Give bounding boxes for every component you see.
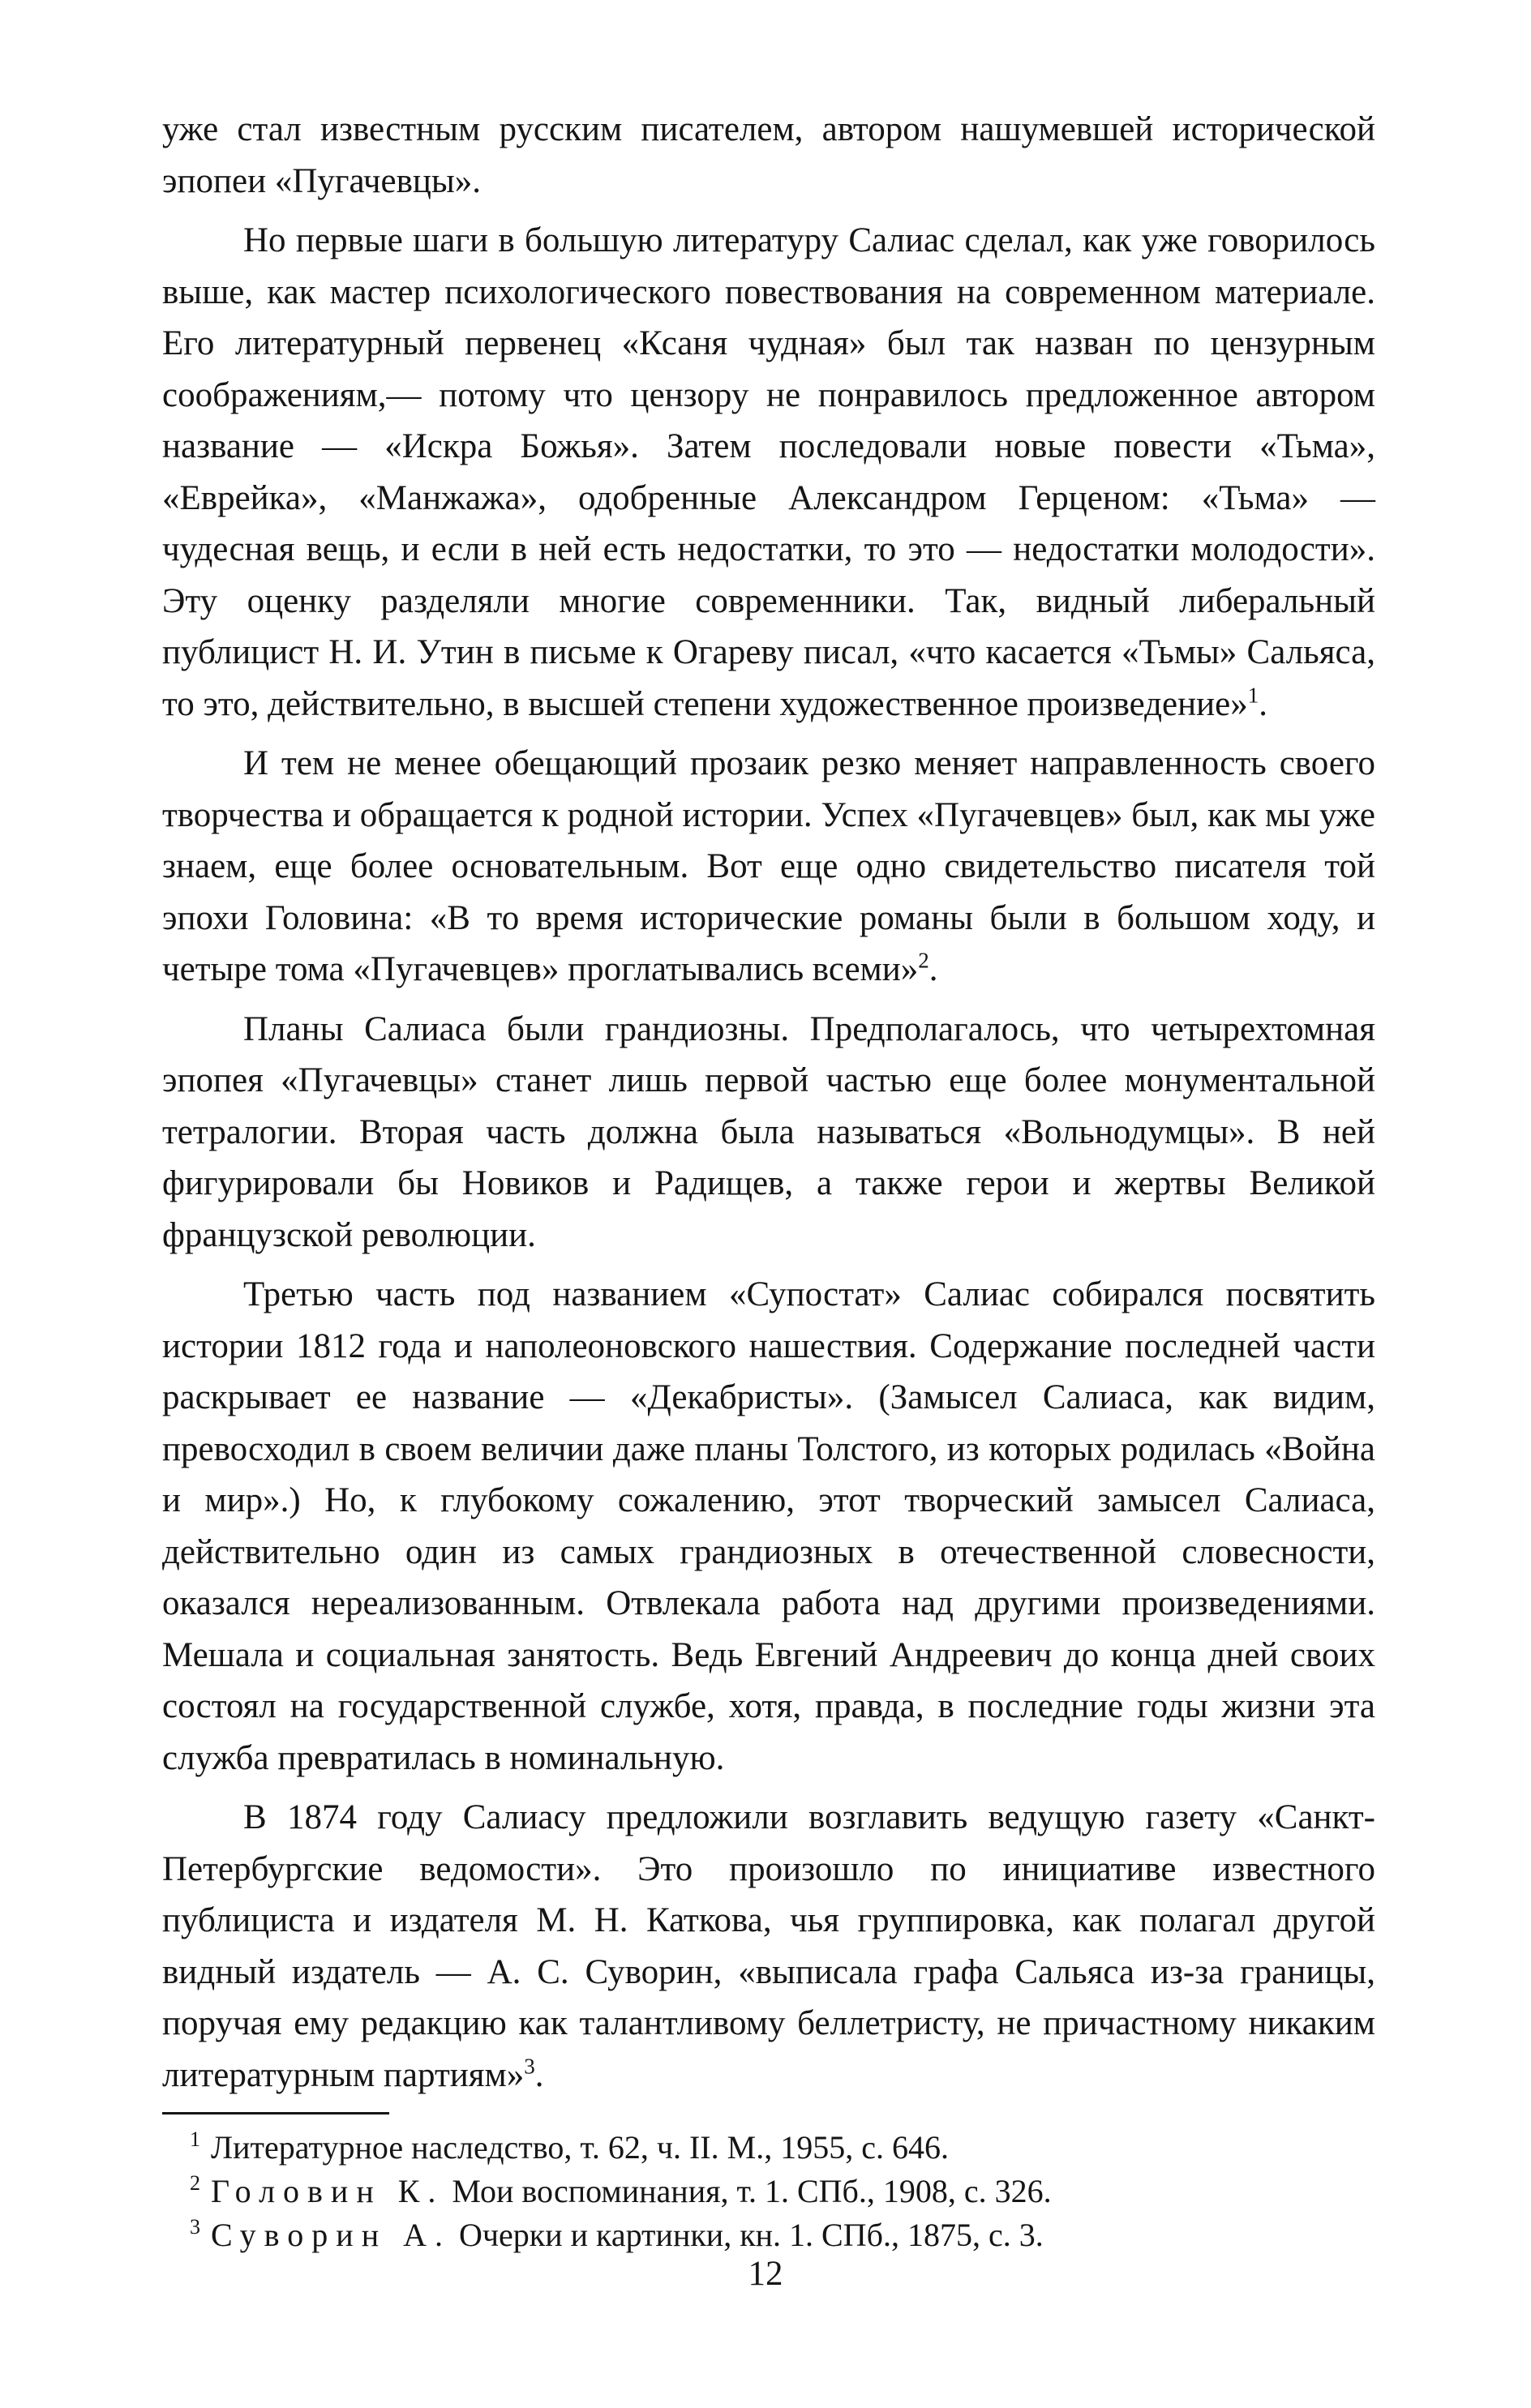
paragraph-4 [162, 1004, 1375, 1262]
footnote-ref-3: 3 [524, 2054, 535, 2079]
footnote-1-text: Литературное наследство, т. 62, ч. II. М., 1955, с. 646. [211, 2129, 949, 2166]
paragraph-1-text: уже стал известным русским писателем, автором нашумевшей исторической эпопеи «Пугачевцы». [162, 110, 1375, 200]
paragraph-2-tail: . [1259, 684, 1267, 723]
footnote-3-author: Суворин А. [211, 2217, 451, 2253]
footnote-2 [162, 2170, 1375, 2213]
footnote-2-author: Головин К. [211, 2173, 444, 2209]
paragraph-1 [162, 104, 1375, 207]
paragraph-6-text: В 1874 году Салиасу предложили возглавить ведущую газету «Санкт-Петербургские ведомости». Это произошло по инициативе известного публициста и издателя М. Н. Каткова, чья группировка, как полагал другой видный издатель — А. С. Суворин, «выписала графа Сальяса из-за границы, поручая ему редакцию как талантливому беллетристу, не причастному никаким литературным партиям» [162, 1798, 1375, 2094]
paragraph-2 [162, 215, 1375, 730]
page-number: 12 [748, 2255, 783, 2293]
paragraph-5 [162, 1269, 1375, 1784]
page-body [162, 104, 1375, 2257]
footnote-ref-2: 2 [918, 948, 929, 973]
footnote-3 [162, 2213, 1375, 2257]
paragraph-2-text: Но первые шаги в большую литературу Салиас сделал, как уже говорилось выше, как мастер психологического повествования на современном материале. Его литературный первенец «Ксаня чудная» был так назван по цензурным соображениям,— потому что цензору не понравилось предложенное автором название — «Искра Божья». Затем последовали новые повести «Тьма», «Еврейка», «Манжажа», одобренные Александром Герценом: «Тьма» — чудесная вещь, и если в ней есть недостатки, то это — недостатки молодости». Эту оценку разделяли многие современники. Так, видный либеральный публицист Н. И. Утин в письме к Огареву писал, «что касается «Тьмы» Сальяса, то это, действительно, в высшей степени художественное произведение» [162, 221, 1375, 723]
paragraph-3 [162, 738, 1375, 996]
footnote-3-text: Очерки и картинки, кн. 1. СПб., 1875, с. 3. [451, 2217, 1044, 2253]
footnote-1 [162, 2126, 1375, 2170]
footnote-3-number: 3 [190, 2215, 200, 2239]
footnote-2-text: Мои воспоминания, т. 1. СПб., 1908, с. 326. [444, 2173, 1052, 2209]
paragraph-3-tail: . [928, 950, 938, 988]
paragraph-6 [162, 1792, 1375, 2101]
paragraph-6-tail: . [534, 2055, 544, 2094]
paragraph-5-text: Третью часть под названием «Супостат» Салиас собирался посвятить истории 1812 года и наполеоновского нашествия. Содержание последней части раскрывает ее название — «Декабристы». (Замысел Салиаса, как видим, превосходил в своем величии даже планы Толстого, из которых родилась «Война и мир».) Но, к глубокому сожалению, этот творческий замысел Салиаса, действительно один из самых грандиозных в отечественной словесности, оказался нереализованным. Отвлекала работа над другими произведениями. Мешала и социальная занятость. Ведь Евгений Андреевич до конца дней своих состоял на государственной службе, хотя, правда, в последние годы жизни эта служба превратилась в номинальную. [162, 1275, 1375, 1777]
paragraph-4-text: Планы Салиаса были грандиозны. Предполагалось, что четырехтомная эпопея «Пугачевцы» станет лишь первой частью еще более монументальной тетралогии. Вторая часть должна была называться «Вольнодумцы». В ней фигурировали бы Новиков и Радищев, а также герои и жертвы Великой французской революции. [162, 1009, 1375, 1254]
paragraph-3-text: И тем не менее обещающий прозаик резко меняет направленность своего творчества и обращается к родной истории. Успех «Пугачевцев» был, как мы уже знаем, еще более основательным. Вот еще одно свидетельство писателя той эпохи Головина: «В то время исторические романы были в большом ходу, и четыре тома «Пугачевцев» проглатывались всеми» [162, 744, 1375, 988]
footnote-1-number: 1 [190, 2127, 200, 2151]
footnote-ref-1: 1 [1247, 683, 1259, 708]
footnote-divider [162, 2112, 389, 2114]
footnote-list [162, 2126, 1375, 2257]
footnote-2-number: 2 [190, 2171, 200, 2195]
